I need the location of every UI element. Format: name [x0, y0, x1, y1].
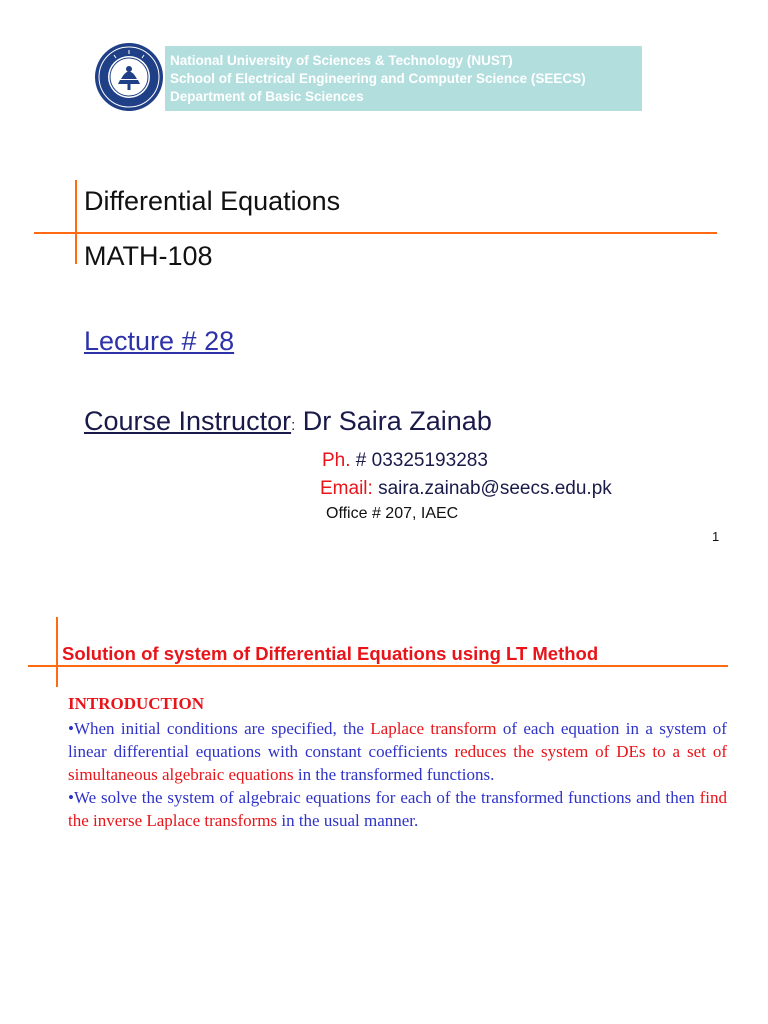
slide2-accent-vertical-line: [56, 617, 58, 687]
instructor-name: Dr Saira Zainab: [295, 406, 492, 436]
instructor-label: Course Instructor: [84, 406, 292, 436]
header-university: National University of Sciences & Technology (NUST): [170, 53, 513, 68]
slide2-accent-horizontal-line: [28, 665, 728, 667]
instructor-email: [320, 478, 612, 500]
instructor-phone: [322, 450, 488, 472]
course-title: Differential Equations: [84, 186, 341, 216]
nust-seal-icon: [94, 42, 164, 112]
lecture-link[interactable]: Lecture # 28: [84, 326, 235, 356]
phone-value: # 03325193283: [350, 450, 488, 471]
intro-paragraph-2: [68, 786, 727, 832]
course-instructor: [84, 406, 492, 437]
p2-text-a: •We solve the system of algebraic equations for each of the transformed functions and then: [68, 788, 700, 807]
page-number: 1: [712, 529, 720, 544]
email-value: saira.zainab@seecs.edu.pk: [372, 478, 612, 499]
slide2-title: Solution of system of Differential Equations using LT Method: [62, 643, 599, 664]
instructor-colon: :: [291, 417, 296, 434]
instructor-office: Office # 207, IAEC: [326, 505, 459, 522]
introduction-heading: INTRODUCTION: [68, 694, 205, 713]
p2-highlight-inverse: find the inverse Laplace transforms: [68, 788, 727, 830]
p1-text-e: in the transformed functions.: [293, 765, 495, 784]
accent-vertical-line: [75, 180, 77, 264]
phone-label: Ph.: [322, 450, 351, 471]
p1-text-c: of each equation in a system of linear differential equations with constant coefficients: [68, 719, 727, 761]
p1-highlight-laplace: Laplace transform: [370, 719, 497, 738]
header-school: School of Electrical Engineering and Computer Science (SEECS): [170, 71, 586, 86]
p1-highlight-reduces: reduces the system of DEs to a set of simultaneous algebraic equations: [68, 742, 727, 784]
header-department: Department of Basic Sciences: [170, 89, 364, 104]
p2-text-c: in the usual manner.: [277, 811, 419, 830]
institution-header: [165, 46, 642, 111]
email-label: Email:: [320, 478, 373, 499]
intro-paragraph-1: [68, 717, 727, 786]
p1-text-a: •When initial conditions are specified, the: [68, 719, 371, 738]
course-code: MATH-108: [84, 241, 213, 271]
accent-horizontal-line: [34, 232, 717, 234]
